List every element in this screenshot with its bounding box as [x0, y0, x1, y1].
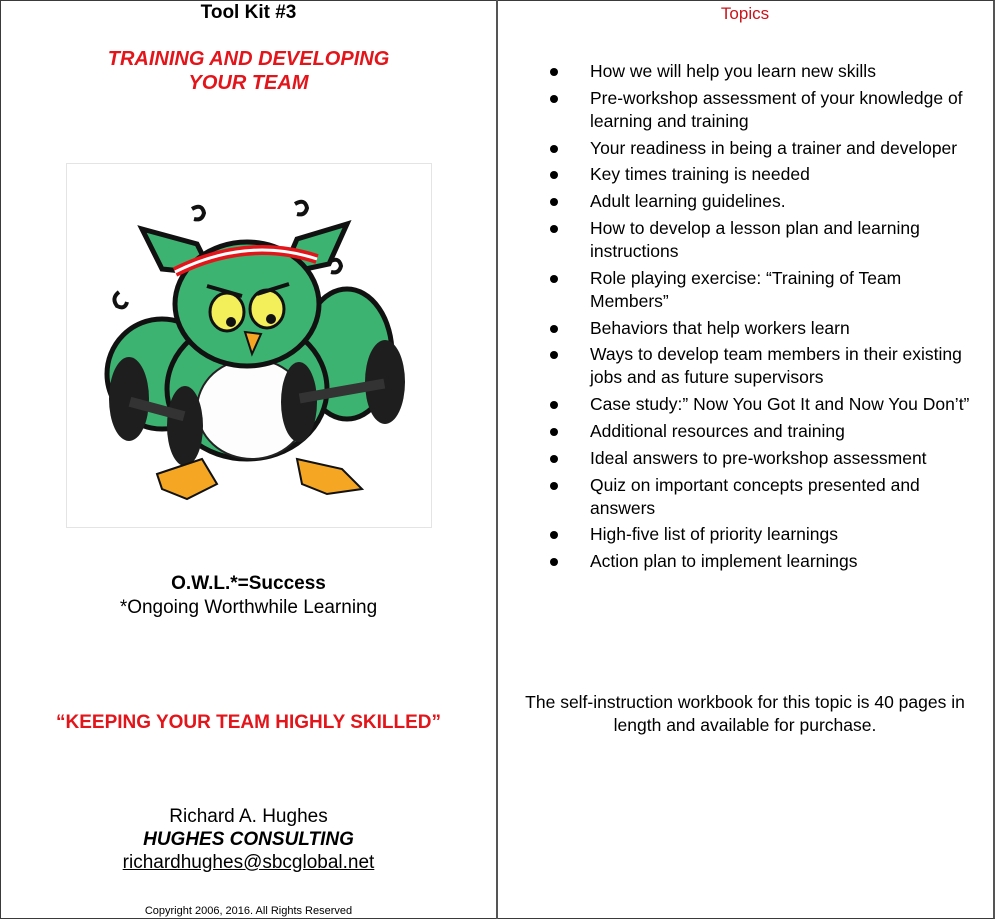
list-item: Case study:” Now You Got It and Now You Don’t”: [498, 393, 992, 416]
author-name: Richard A. Hughes: [169, 806, 328, 827]
bullet-icon: [550, 455, 558, 463]
list-item: How we will help you learn new skills: [498, 60, 992, 83]
main-title: [0, 47, 497, 95]
list-item: Action plan to implement learnings: [498, 550, 992, 573]
topics-panel: [498, 0, 992, 919]
bullet-icon: [550, 95, 558, 103]
bullet-icon: [550, 428, 558, 436]
owl-icon: [67, 164, 431, 527]
company-name: HUGHES CONSULTING: [143, 829, 354, 850]
bullet-icon: [550, 325, 558, 333]
main-title-line2: YOUR TEAM: [188, 72, 309, 94]
list-item: Behaviors that help workers learn: [498, 317, 992, 340]
list-item: Pre-workshop assessment of your knowledge of learning and training: [498, 87, 992, 133]
list-item: Ways to develop team members in their existing jobs and as future supervisors: [498, 343, 992, 389]
topics-list: [498, 60, 992, 577]
bullet-icon: [550, 401, 558, 409]
list-item: Adult learning guidelines.: [498, 190, 992, 213]
email-container: [0, 852, 497, 874]
cover-panel: [0, 0, 497, 919]
workbook-note: The self-instruction workbook for this topic is 40 pages in length and available for purchase.: [525, 692, 965, 735]
email-link[interactable]: richardhughes@sbcglobal.net: [122, 852, 375, 873]
bullet-icon: [550, 225, 558, 233]
owl-weightlifting-illustration: [66, 163, 432, 528]
slogan: “KEEPING YOUR TEAM HIGHLY SKILLED”: [56, 712, 441, 733]
list-item: High-five list of priority learnings: [498, 523, 992, 546]
bullet-icon: [550, 171, 558, 179]
kit-title: Tool Kit #3: [200, 2, 297, 23]
list-item: Quiz on important concepts presented and answers: [498, 474, 992, 520]
list-item: Ideal answers to pre-workshop assessment: [498, 447, 992, 470]
list-item: How to develop a lesson plan and learning instructions: [498, 217, 992, 263]
bullet-icon: [550, 558, 558, 566]
bullet-icon: [550, 275, 558, 283]
copyright-notice: Copyright 2006, 2016. All Rights Reserved: [144, 905, 353, 917]
list-item: Your readiness in being a trainer and developer: [498, 137, 992, 160]
list-item: Additional resources and training: [498, 420, 992, 443]
list-item: Key times training is needed: [498, 163, 992, 186]
topics-title: Topics: [720, 4, 770, 23]
owl-formula: O.W.L.*=Success: [171, 573, 326, 594]
bullet-icon: [550, 482, 558, 490]
bullet-icon: [550, 68, 558, 76]
main-title-line1: TRAINING AND DEVELOPING: [107, 48, 390, 70]
bullet-icon: [550, 198, 558, 206]
bullet-icon: [550, 351, 558, 359]
bullet-icon: [550, 145, 558, 153]
bullet-icon: [550, 531, 558, 539]
owl-definition: *Ongoing Worthwhile Learning: [119, 597, 378, 618]
list-item: Role playing exercise: “Training of Team Members”: [498, 267, 992, 313]
